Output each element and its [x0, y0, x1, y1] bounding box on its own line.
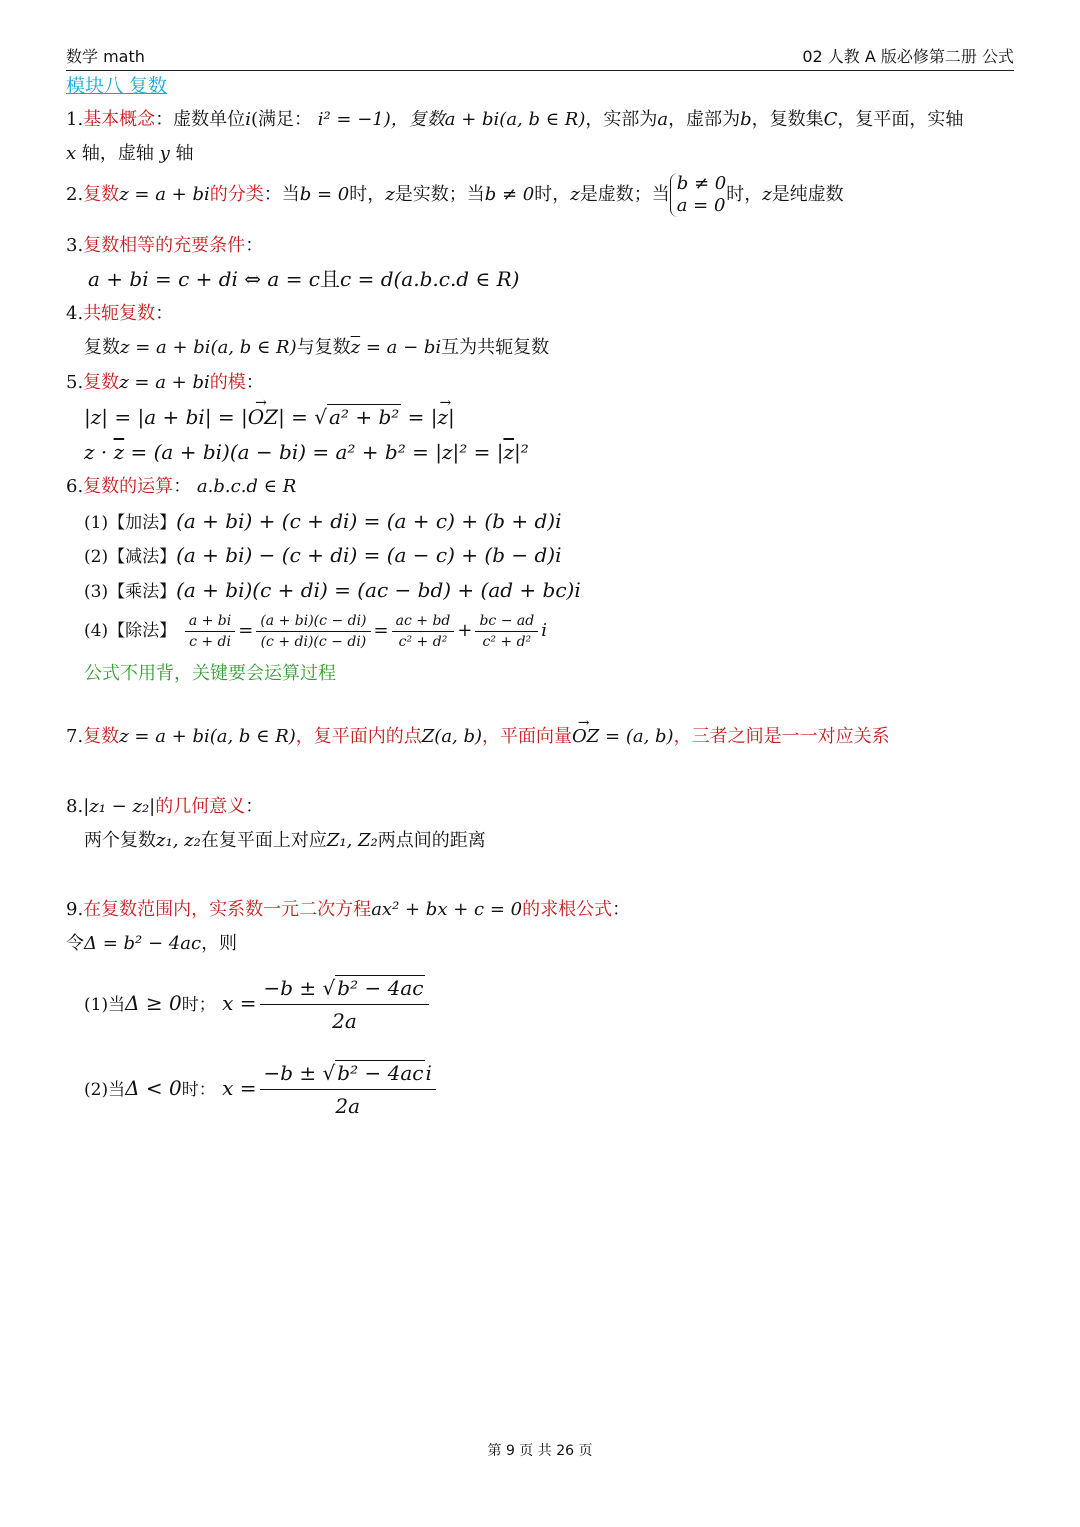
op-division: (4)【除法】 $\frac{a + bi}{c + di}$ = $\frac{(a + bi)(c - di)}{(c + di)(c - di)}$ = $\frac{ac + bd}{\text{c² + d²}}$ + $\frac{bc - ad}{\text{c² + d²}}$ i: [84, 612, 547, 650]
section-6-title: 6.复数的运算： a.b.c.d ∈ R: [66, 476, 297, 497]
section-5-title: 5.复数z = a + bi的模：: [66, 372, 264, 393]
root-formula-real: (1)当Δ ≥ 0时； x = $\frac{\text{−b ± √ b² − 4ac}}{2a}$: [84, 968, 432, 1040]
page-header: [66, 44, 1014, 71]
section-1-line-1: 1.基本概念：虚数单位i(满足： i² = −1)，复数a + bi(a, b ∈ R)，实部为a，虚部为b，复数集C，复平面，实轴: [66, 109, 964, 130]
section-6-note: 公式不用背，关键要会运算过程: [84, 663, 336, 684]
header-subject: 数学 math: [66, 47, 145, 66]
section-4-title: 4.共轭复数：: [66, 303, 174, 324]
op-subtraction: (2)【减法】(a + bi) − (c + di) = (a − c) + (b − d)i: [84, 543, 562, 567]
section-9-delta: 令Δ = b² − 4ac，则: [66, 933, 238, 954]
section-3-title: 3.复数相等的充要条件：: [66, 235, 264, 256]
op-multiplication: (3)【乘法】(a + bi)(c + di) = (ac − bd) + (ad + bc)i: [84, 578, 581, 602]
section-4-body: 复数z = a + bi(a, b ∈ R)与复数$\overline{z} = a$ − bi互为共轭复数: [84, 337, 550, 358]
page-footer: 第 9 页 共 26 页: [487, 1443, 593, 1459]
header-book: 02 人教 A 版必修第二册 公式: [802, 47, 1014, 66]
root-formula-complex: (2)当Δ < 0时： x = $\frac{\text{−b ± √ b² − 4ac i}}{2a}$: [84, 1053, 439, 1125]
section-8-body: 两个复数z₁, z₂在复平面上对应Z₁, Z₂两点间的距离: [84, 830, 486, 851]
section-5-modulus-line: |z| = |a + bi| = |→ OZ| = √ a² + b² = |→ z|: [84, 403, 455, 431]
section-7: 7.复数z = a + bi(a, b ∈ R)，复平面内的点Z(a, b)，平面向量→ OZ = (a, b)，三者之间是一一对应关系: [66, 723, 890, 751]
section-5-product-line: $z \cdot \overline{z} = (a + bi)(a - bi) = a^2 + b^2 = |z|^2 = |\overline{z}|^2$: [84, 440, 529, 464]
section-3-formula: a + bi = c + di ⇔ a = c且c = d(a.b.c.d ∈ R): [88, 267, 520, 291]
section-1-line-2: x 轴，虚轴 y 轴: [66, 143, 194, 164]
op-addition: (1)【加法】(a + bi) + (c + di) = (a + c) + (b + d)i: [84, 509, 562, 533]
section-2: 2.复数z = a + bi的分类：当b = 0时，z是实数；当b ≠ 0时，z是虚数；当b ≠ 0 a = 0时，z是纯虚数: [66, 173, 844, 216]
section-8-title: 8.|z₁ − z₂|的几何意义：: [66, 796, 264, 817]
section-9-title: 9.在复数范围内，实系数一元二次方程ax² + bx + c = 0的求根公式：: [66, 899, 631, 920]
module-title: 模块八 复数: [66, 75, 168, 97]
condition-brace: b ≠ 0 a = 0: [670, 173, 727, 217]
